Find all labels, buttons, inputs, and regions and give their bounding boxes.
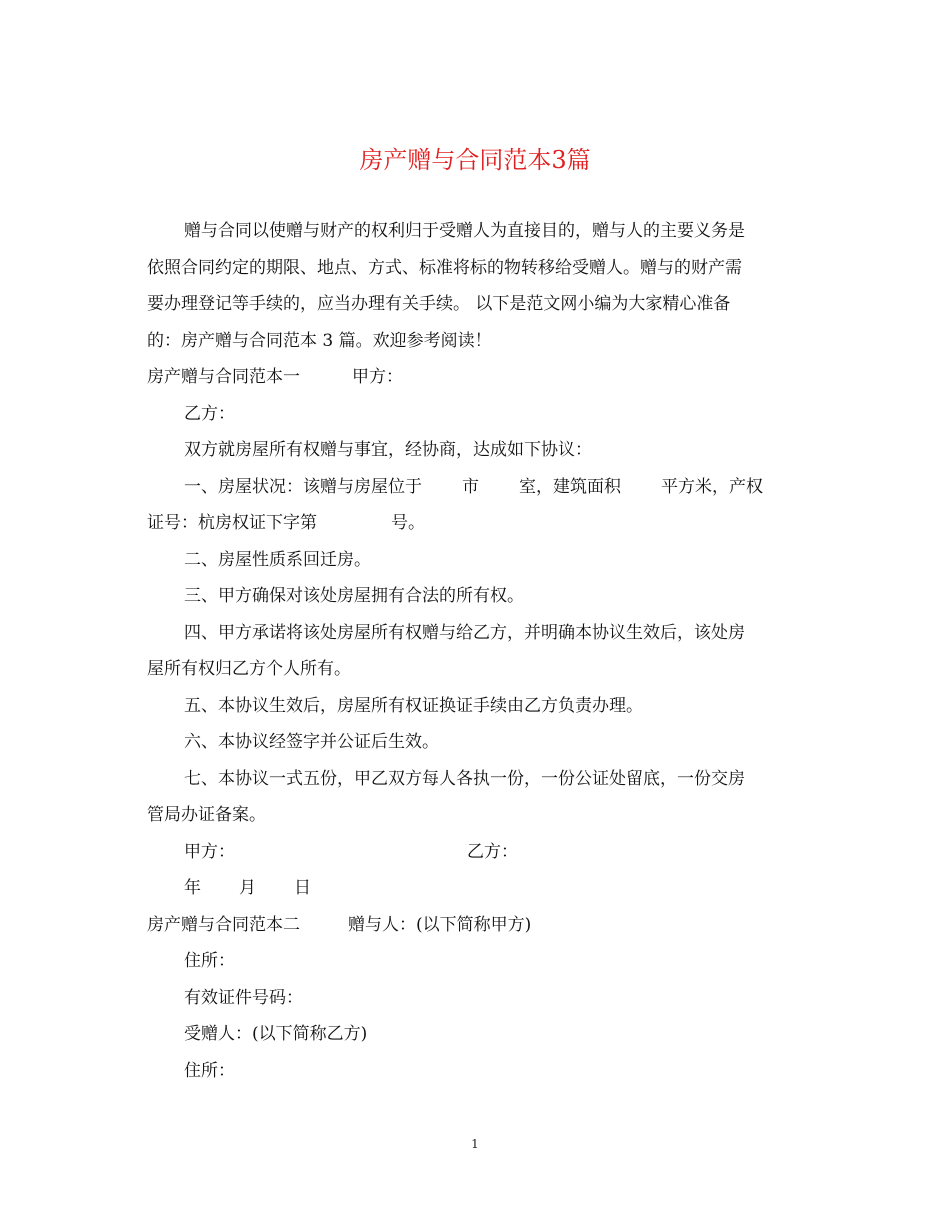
date-month: 月 [239,878,256,898]
item-1-text-a: 一、房屋状况：该赠与房屋位于 [184,476,422,497]
section-1-item-6: 六、本协议经签字并公证后生效。 [184,732,439,752]
intro-line-3: 要办理登记等手续的，应当办理有关手续。 以下是范文网小编为大家精心准备 [147,294,731,314]
section-2-address-1: 住所： [184,951,235,971]
section-1-item-1-line-2 [147,505,807,542]
item-1-text-c: 室，建筑面积 [519,476,621,497]
section-2-id-number: 有效证件号码： [184,987,303,1008]
intro-line-4: 的：房产赠与合同范本 3 篇。欢迎参考阅读！ [147,330,492,351]
section-2-heading: 房产赠与合同范本二 [147,914,300,935]
document-body [147,213,807,1089]
section-2-donee: 受赠人：(以下简称乙方) [184,1024,368,1044]
item-1-text-b: 市 [462,476,479,497]
item-1-text-d: 平方米，产权 [661,476,763,497]
date-day: 日 [294,878,311,898]
section-1-item-1-line-1 [147,469,807,506]
section-1-item-2: 二、房屋性质系回迁房。 [184,549,371,570]
date-line [147,870,807,907]
section-1-heading-line [147,359,807,396]
section-1-heading: 房产赠与合同范本一 [147,367,300,387]
section-2-donor: 赠与人：(以下简称甲方) [348,914,532,935]
section-1-item-3: 三、甲方确保对该处房屋拥有合法的所有权。 [184,586,524,606]
section-2-address-2: 住所： [184,1060,235,1081]
intro-line-2: 依照合同约定的期限、地点、方式、标准将标的物转移给受赠人。赠与的财产需 [147,257,742,278]
section-1-party-b: 乙方： [184,403,235,424]
section-1-item-4-line-1: 四、甲方承诺将该处房屋所有权赠与给乙方，并明确本协议生效后，该处房 [184,622,745,643]
document-title: 房产赠与合同范本3篇 [359,146,591,174]
section-1-signature-line [147,834,807,871]
section-1-party-a: 甲方： [352,367,403,387]
section-2-heading-line [147,907,807,944]
section-1-item-7-line-2: 管局办证备案。 [147,805,266,825]
signature-party-b: 乙方： [467,841,518,862]
item-1-text-e: 证号：杭房权证下字第 [147,513,317,533]
date-year: 年 [184,878,201,898]
section-1-item-4-line-2: 屋所有权归乙方个人所有。 [147,659,351,679]
item-1-text-f: 号。 [391,513,425,533]
intro-line-1: 赠与合同以使赠与财产的权利归于受赠人为直接目的，赠与人的主要义务是 [184,221,745,241]
page-number: 1 [471,1137,479,1151]
section-1-agreement: 双方就房屋所有权赠与事宜，经协商，达成如下协议： [184,440,592,460]
section-1-item-5: 五、本协议生效后，房屋所有权证换证手续由乙方负责办理。 [184,695,643,716]
section-1-item-7-line-1: 七、本协议一式五份，甲乙双方每人各执一份，一份公证处留底，一份交房 [184,768,745,789]
signature-party-a: 甲方： [184,841,235,862]
